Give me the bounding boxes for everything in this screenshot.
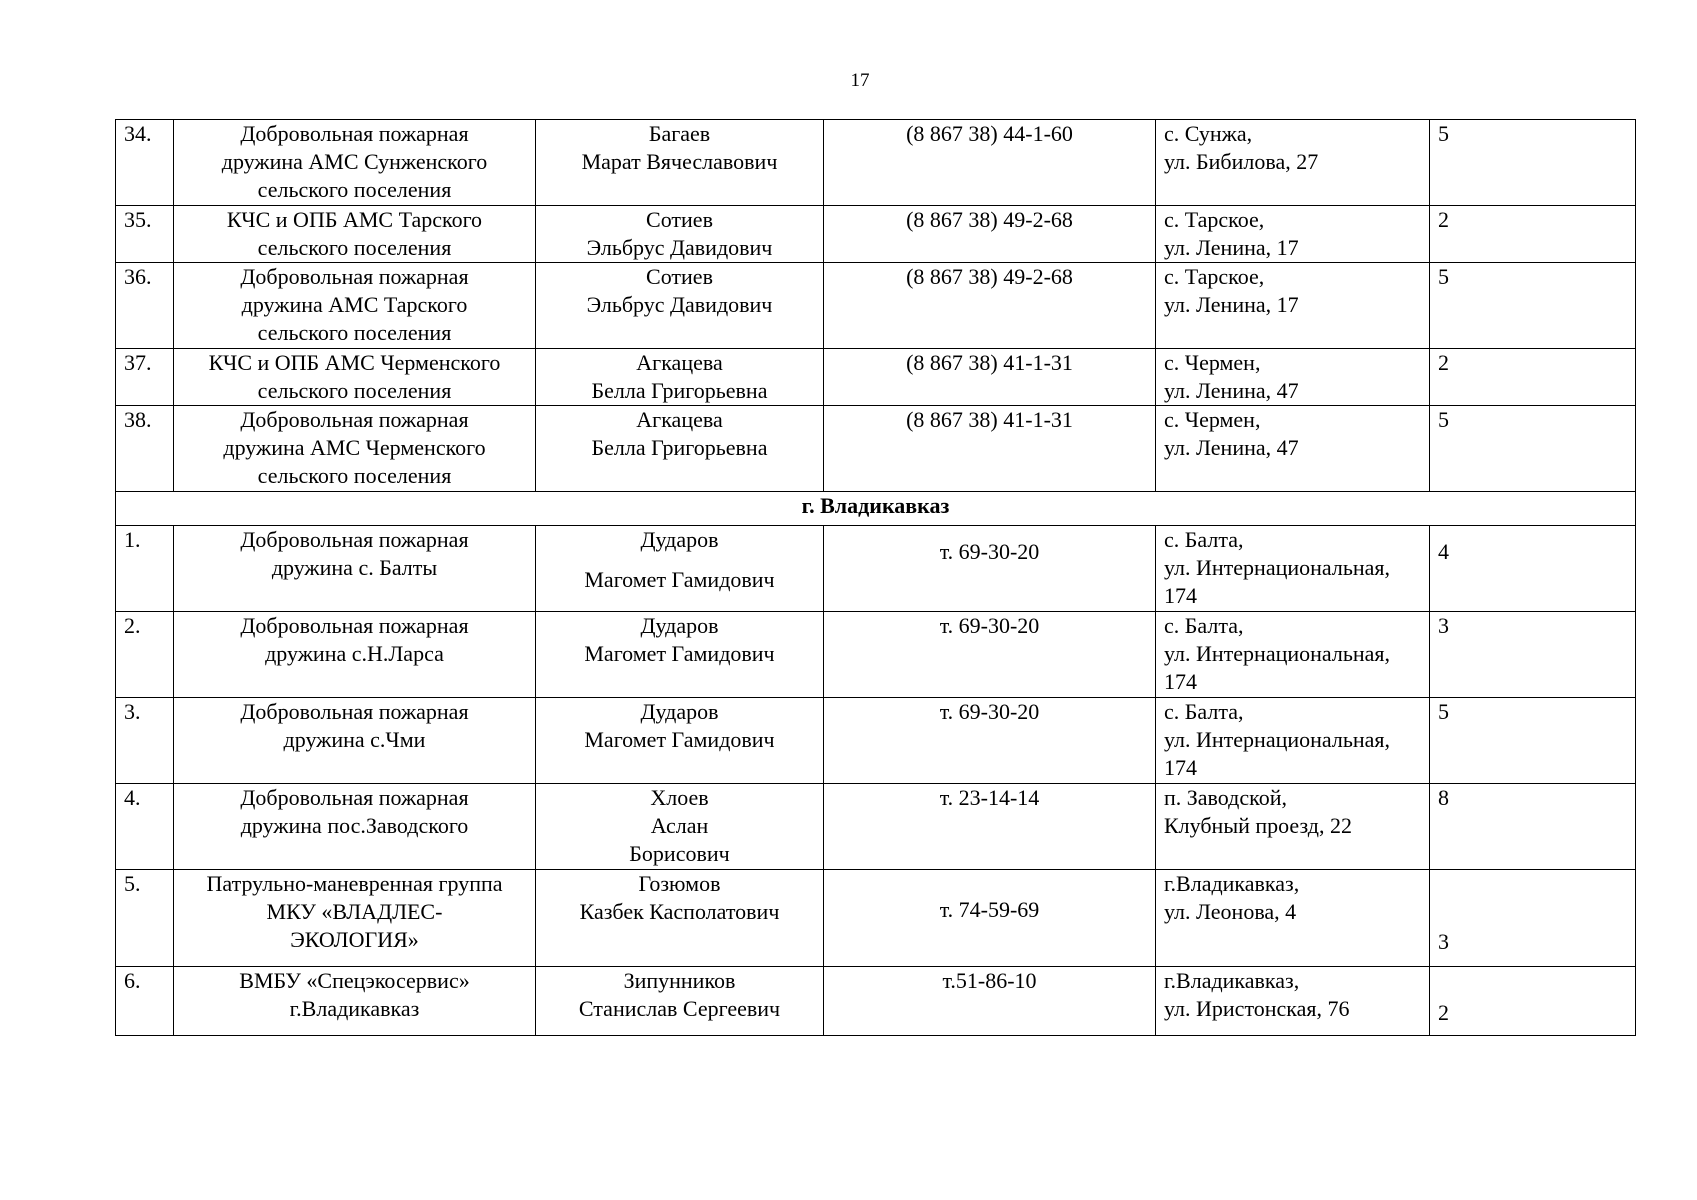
address-line: г.Владикавказ, [1164, 968, 1300, 993]
person-given-names: Эльбрус Давидович [586, 235, 773, 260]
organization-line: дружина АМС Сунженского [221, 149, 488, 174]
page-number: 17 [850, 70, 870, 91]
organization-line: сельского поселения [257, 378, 452, 403]
table-row [116, 206, 1636, 263]
organization-line: КЧС и ОПБ АМС Тарского [226, 207, 483, 232]
organization-cell [174, 870, 536, 967]
row-number: 3. [116, 698, 174, 784]
organization-line: сельского поселения [257, 235, 452, 260]
person-surname: Агкацева [636, 407, 723, 432]
count-cell: 5 [1430, 698, 1636, 784]
phone-cell: (8 867 38) 49-2-68 [824, 206, 1156, 263]
organization-line: Патрульно-маневренная группа [206, 871, 503, 896]
person-surname: Агкацева [636, 350, 723, 375]
table-row [116, 870, 1636, 967]
phone-cell: т. 69-30-20 [824, 612, 1156, 698]
section-header-row [116, 492, 1636, 526]
table-row [116, 784, 1636, 870]
row-number: 38. [116, 406, 174, 492]
organization-line: сельского поселения [257, 177, 452, 202]
section-title: г. Владикавказ [116, 492, 1636, 526]
responsible-person-cell [536, 612, 824, 698]
organization-line: Добровольная пожарная [240, 264, 469, 289]
count-cell: 3 [1430, 612, 1636, 698]
address-line: ул. Бибилова, 27 [1164, 149, 1319, 174]
address-line: г.Владикавказ, [1164, 871, 1300, 896]
count-cell: 8 [1430, 784, 1636, 870]
phone-cell: (8 867 38) 44-1-60 [824, 120, 1156, 206]
row-number: 6. [116, 967, 174, 1036]
table-row [116, 349, 1636, 406]
organization-cell [174, 698, 536, 784]
organization-line: г.Владикавказ [289, 996, 420, 1021]
organization-line: Добровольная пожарная [240, 527, 469, 552]
address-cell [1156, 612, 1430, 698]
organization-line: ЭКОЛОГИЯ» [290, 927, 419, 952]
address-line: ул. Ленина, 17 [1164, 235, 1299, 260]
table-row [116, 120, 1636, 206]
person-given-names: Белла Григорьевна [591, 435, 768, 460]
address-cell [1156, 120, 1430, 206]
address-cell [1156, 349, 1430, 406]
address-line: п. Заводской, [1164, 785, 1287, 810]
person-surname: Дударов [640, 613, 719, 638]
responsible-person-cell [536, 120, 824, 206]
address-cell [1156, 526, 1430, 612]
organization-line: дружина АМС Черменского [223, 435, 486, 460]
organization-line: сельского поселения [257, 320, 452, 345]
organization-cell [174, 784, 536, 870]
person-surname: Сотиев [646, 207, 713, 232]
count-cell: 3 [1430, 870, 1636, 967]
organization-line: дружина с. Балты [271, 555, 438, 580]
phone-cell: т.51-86-10 [824, 967, 1156, 1036]
person-given-names: Магомет Гамидович [584, 641, 775, 666]
table-row [116, 698, 1636, 784]
address-line: ул. Иристонская, 76 [1164, 996, 1350, 1021]
count-cell: 2 [1430, 967, 1636, 1036]
address-line: ул. Ленина, 47 [1164, 378, 1299, 403]
row-number: 36. [116, 263, 174, 349]
organization-cell [174, 206, 536, 263]
responsible-person-cell [536, 349, 824, 406]
organization-cell [174, 263, 536, 349]
address-cell [1156, 698, 1430, 784]
count-cell: 5 [1430, 120, 1636, 206]
phone-cell: т. 74-59-69 [824, 870, 1156, 967]
phone-cell: т. 69-30-20 [824, 526, 1156, 612]
count-cell: 2 [1430, 206, 1636, 263]
organization-line: дружина с.Н.Ларса [265, 641, 444, 666]
address-line: ул. Ленина, 47 [1164, 435, 1299, 460]
person-surname: Хлоев [650, 785, 709, 810]
organization-line: КЧС и ОПБ АМС Черменского [208, 350, 501, 375]
phone-cell: (8 867 38) 41-1-31 [824, 406, 1156, 492]
organization-cell [174, 349, 536, 406]
responsible-person-cell [536, 967, 824, 1036]
person-given-names: Магомет Гамидович [584, 727, 775, 752]
organization-line: Добровольная пожарная [240, 121, 469, 146]
organization-line: ВМБУ «Спецэкосервис» [239, 968, 470, 993]
person-given-names: Магомет Гамидович [584, 567, 775, 592]
organization-line: дружина пос.Заводского [240, 813, 469, 838]
organization-line: Добровольная пожарная [240, 613, 469, 638]
address-line: с. Тарское, [1164, 264, 1265, 289]
person-given-name: Аслан [650, 813, 709, 838]
person-given-names: Марат Вячеславович [581, 149, 778, 174]
organization-cell [174, 526, 536, 612]
responsible-person-cell [536, 698, 824, 784]
address-line: ул. Интернациональная, [1164, 641, 1391, 666]
organization-cell [174, 612, 536, 698]
address-cell [1156, 406, 1430, 492]
address-cell [1156, 206, 1430, 263]
person-surname: Багаев [648, 121, 711, 146]
responsible-person-cell [536, 784, 824, 870]
person-surname: Сотиев [646, 264, 713, 289]
person-given-names: Эльбрус Давидович [586, 292, 773, 317]
responsible-person-cell [536, 526, 824, 612]
count-cell: 5 [1430, 406, 1636, 492]
table-row [116, 612, 1636, 698]
address-cell [1156, 784, 1430, 870]
phone-cell: т. 23-14-14 [824, 784, 1156, 870]
address-line: ул. Интернациональная, [1164, 727, 1391, 752]
row-number: 4. [116, 784, 174, 870]
table-row [116, 263, 1636, 349]
table-row [116, 406, 1636, 492]
person-surname: Зипунников [623, 968, 736, 993]
address-line: с. Балта, [1164, 613, 1244, 638]
responsible-person-cell [536, 263, 824, 349]
row-number: 1. [116, 526, 174, 612]
address-line: ул. Ленина, 17 [1164, 292, 1299, 317]
responsible-person-cell [536, 870, 824, 967]
row-number: 5. [116, 870, 174, 967]
address-cell [1156, 263, 1430, 349]
address-line: с. Чермен, [1164, 407, 1261, 432]
count-cell: 4 [1430, 526, 1636, 612]
row-number: 2. [116, 612, 174, 698]
person-patronymic: Борисович [629, 841, 730, 866]
address-line: с. Тарское, [1164, 207, 1265, 232]
address-line: с. Балта, [1164, 699, 1244, 724]
row-number: 37. [116, 349, 174, 406]
organization-line: МКУ «ВЛАДЛЕС- [266, 899, 443, 924]
organization-line: Добровольная пожарная [240, 785, 469, 810]
organizations-table [115, 119, 1636, 1036]
address-line: ул. Интернациональная, [1164, 555, 1391, 580]
organization-line: сельского поселения [257, 463, 452, 488]
person-given-names: Станислав Сергеевич [578, 996, 781, 1021]
count-cell: 5 [1430, 263, 1636, 349]
organization-cell [174, 406, 536, 492]
organization-line: дружина с.Чми [283, 727, 426, 752]
address-line: с. Сунжа, [1164, 121, 1253, 146]
address-cell [1156, 870, 1430, 967]
person-surname: Дударов [640, 699, 719, 724]
person-given-names: Казбек Касполатович [579, 899, 780, 924]
address-line: 174 [1164, 583, 1197, 608]
person-given-names: Белла Григорьевна [591, 378, 768, 403]
phone-cell: (8 867 38) 49-2-68 [824, 263, 1156, 349]
count-cell: 2 [1430, 349, 1636, 406]
organization-line: дружина АМС Тарского [241, 292, 468, 317]
address-line: с. Балта, [1164, 527, 1244, 552]
address-line: с. Чермен, [1164, 350, 1261, 375]
table-row [116, 967, 1636, 1036]
organization-cell [174, 120, 536, 206]
row-number: 35. [116, 206, 174, 263]
address-line: 174 [1164, 669, 1197, 694]
row-number: 34. [116, 120, 174, 206]
address-line: Клубный проезд, 22 [1164, 813, 1352, 838]
organization-line: Добровольная пожарная [240, 699, 469, 724]
address-cell [1156, 967, 1430, 1036]
address-line: 174 [1164, 755, 1197, 780]
phone-cell: (8 867 38) 41-1-31 [824, 349, 1156, 406]
responsible-person-cell [536, 406, 824, 492]
address-line: ул. Леонова, 4 [1164, 899, 1297, 924]
responsible-person-cell [536, 206, 824, 263]
person-surname: Гозюмов [638, 871, 721, 896]
person-surname: Дударов [640, 527, 719, 552]
table-row [116, 526, 1636, 612]
phone-cell: т. 69-30-20 [824, 698, 1156, 784]
organization-cell [174, 967, 536, 1036]
organization-line: Добровольная пожарная [240, 407, 469, 432]
